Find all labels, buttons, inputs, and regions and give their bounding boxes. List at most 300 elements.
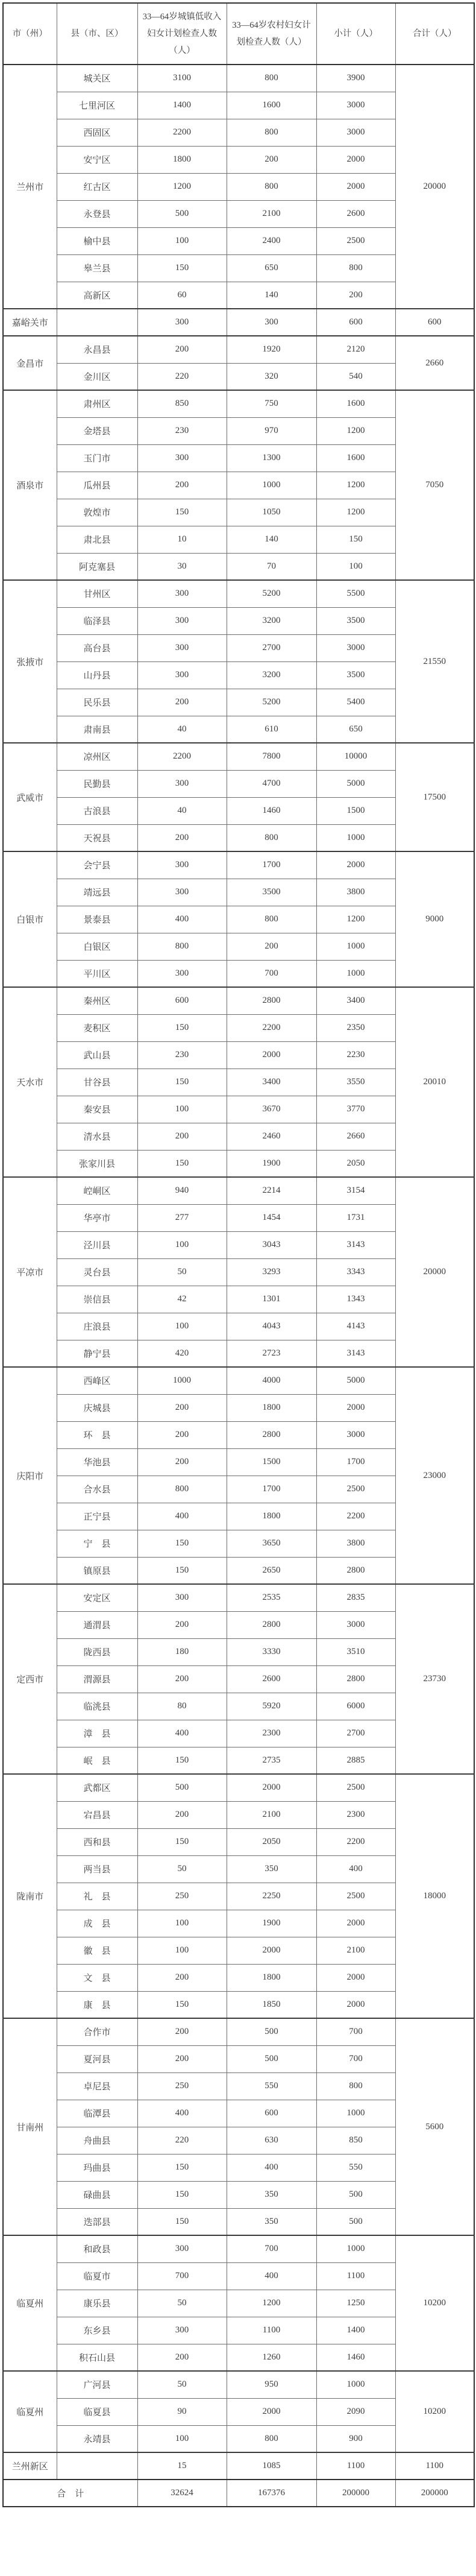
- city-cell: 定西市: [3, 1584, 57, 1774]
- subtotal-cell: 3143: [316, 1231, 395, 1258]
- rural-count-cell: 200: [227, 933, 316, 960]
- subtotal-cell: 3000: [316, 1611, 395, 1638]
- rural-count-cell: 400: [227, 2154, 316, 2181]
- rural-count-cell: 1800: [227, 1964, 316, 1991]
- subtotal-cell: 3000: [316, 92, 395, 119]
- table-row: [3, 1584, 474, 1611]
- city-total-cell: 1100: [395, 2452, 474, 2480]
- rural-count-cell: 2800: [227, 987, 316, 1014]
- county-cell: 七里河区: [57, 92, 137, 119]
- county-cell: 古浪县: [57, 797, 137, 824]
- urban-count-cell: 200: [137, 1394, 227, 1421]
- subtotal-cell: 5000: [316, 770, 395, 797]
- urban-count-cell: 150: [137, 499, 227, 526]
- subtotal-cell: 2050: [316, 1150, 395, 1177]
- subtotal-cell: 1100: [316, 2262, 395, 2290]
- rural-count-cell: 7800: [227, 743, 316, 770]
- rural-count-cell: 800: [227, 65, 316, 92]
- county-cell: 迭部县: [57, 2208, 137, 2235]
- urban-count-cell: 300: [137, 661, 227, 689]
- rural-count-cell: 950: [227, 2371, 316, 2398]
- subtotal-cell: 2120: [316, 336, 395, 363]
- rural-count-cell: 2000: [227, 1041, 316, 1069]
- subtotal-cell: 540: [316, 363, 395, 390]
- rural-count-cell: 2800: [227, 1611, 316, 1638]
- county-cell: 秦安县: [57, 1096, 137, 1123]
- subtotal-cell: 3550: [316, 1069, 395, 1096]
- city-cell: 兰州新区: [3, 2452, 57, 2480]
- subtotal-cell: 1343: [316, 1286, 395, 1313]
- subtotal-cell: 3500: [316, 661, 395, 689]
- urban-count-cell: 100: [137, 1910, 227, 1937]
- table-row: [3, 2235, 474, 2262]
- urban-count-cell: 230: [137, 417, 227, 444]
- subtotal-cell: 1600: [316, 444, 395, 472]
- subtotal-cell: 2500: [316, 1476, 395, 1503]
- county-cell: 敦煌市: [57, 499, 137, 526]
- rural-count-cell: 550: [227, 2072, 316, 2100]
- table-row: [3, 2018, 474, 2045]
- city-total-cell: 17500: [395, 743, 474, 851]
- county-cell: 永靖县: [57, 2425, 137, 2452]
- county-cell: 灵台县: [57, 1258, 137, 1286]
- rural-count-cell: 2800: [227, 1421, 316, 1448]
- rural-count-cell: 2700: [227, 634, 316, 661]
- urban-count-cell: 200: [137, 472, 227, 499]
- subtotal-cell: 1000: [316, 933, 395, 960]
- county-cell: 秦州区: [57, 987, 137, 1014]
- city-total-cell: 23000: [395, 1367, 474, 1584]
- urban-count-cell: 200: [137, 2344, 227, 2371]
- urban-count-cell: 200: [137, 1964, 227, 1991]
- urban-count-cell: 300: [137, 960, 227, 987]
- subtotal-cell: 2600: [316, 200, 395, 227]
- county-cell: 红古区: [57, 173, 137, 200]
- urban-count-cell: 50: [137, 2371, 227, 2398]
- urban-count-cell: 800: [137, 1476, 227, 1503]
- subtotal-cell: 2500: [316, 1883, 395, 1910]
- table-row: [3, 743, 474, 770]
- city-total-cell: 10200: [395, 2371, 474, 2452]
- subtotal-cell: 1000: [316, 2371, 395, 2398]
- subtotal-cell: 1200: [316, 906, 395, 933]
- grand-total-subtotal-cell: 200000: [316, 2480, 395, 2507]
- subtotal-cell: 200: [316, 282, 395, 309]
- subtotal-cell: 3000: [316, 634, 395, 661]
- county-cell: 西峰区: [57, 1367, 137, 1394]
- county-cell: 永昌县: [57, 336, 137, 363]
- subtotal-cell: 2500: [316, 227, 395, 254]
- rural-count-cell: 3330: [227, 1638, 316, 1665]
- county-cell: 东乡县: [57, 2317, 137, 2344]
- urban-count-cell: 180: [137, 1638, 227, 1665]
- subtotal-cell: 2090: [316, 2398, 395, 2425]
- urban-count-cell: 850: [137, 390, 227, 417]
- urban-count-cell: 50: [137, 2290, 227, 2317]
- table-row: [3, 2452, 474, 2480]
- county-cell: 永登县: [57, 200, 137, 227]
- urban-count-cell: 100: [137, 1096, 227, 1123]
- urban-count-cell: 250: [137, 1883, 227, 1910]
- rural-count-cell: 3200: [227, 661, 316, 689]
- county-cell: 肃州区: [57, 390, 137, 417]
- urban-count-cell: 400: [137, 906, 227, 933]
- subtotal-cell: 1731: [316, 1204, 395, 1231]
- subtotal-cell: 2835: [316, 1584, 395, 1611]
- header-total: 合计（人）: [395, 3, 474, 65]
- rural-count-cell: 700: [227, 960, 316, 987]
- county-cell: 西和县: [57, 1828, 137, 1855]
- subtotal-cell: 500: [316, 2208, 395, 2235]
- county-cell: 宕昌县: [57, 1801, 137, 1828]
- subtotal-cell: 3154: [316, 1177, 395, 1204]
- subtotal-cell: 1000: [316, 824, 395, 851]
- county-cell: 皋兰县: [57, 254, 137, 282]
- grand-total-rural-cell: 167376: [227, 2480, 316, 2507]
- urban-count-cell: 1800: [137, 146, 227, 173]
- table-row: [3, 309, 474, 336]
- urban-count-cell: 277: [137, 1204, 227, 1231]
- county-cell: 两当县: [57, 1855, 137, 1883]
- city-cell: 金昌市: [3, 336, 57, 390]
- county-cell: 安宁区: [57, 146, 137, 173]
- county-cell: 徽 县: [57, 1937, 137, 1964]
- subtotal-cell: 1000: [316, 960, 395, 987]
- rural-count-cell: 140: [227, 526, 316, 553]
- subtotal-cell: 3400: [316, 987, 395, 1014]
- city-cell: 临夏州: [3, 2371, 57, 2452]
- rural-count-cell: 1085: [227, 2452, 316, 2480]
- rural-count-cell: 1100: [227, 2317, 316, 2344]
- rural-count-cell: 2535: [227, 1584, 316, 1611]
- county-cell: 文 县: [57, 1964, 137, 1991]
- table-row: [3, 390, 474, 417]
- table-row: [3, 851, 474, 879]
- rural-count-cell: 2000: [227, 1774, 316, 1801]
- county-cell: 镇原县: [57, 1557, 137, 1584]
- county-cell: 静宁县: [57, 1340, 137, 1367]
- subtotal-cell: 1400: [316, 2317, 395, 2344]
- urban-count-cell: 10: [137, 526, 227, 553]
- rural-count-cell: 3293: [227, 1258, 316, 1286]
- urban-count-cell: 100: [137, 2425, 227, 2452]
- subtotal-cell: 3900: [316, 65, 395, 92]
- city-cell: 兰州市: [3, 65, 57, 309]
- county-cell: 岷 县: [57, 1747, 137, 1774]
- county-cell: 武都区: [57, 1774, 137, 1801]
- rural-count-cell: 140: [227, 282, 316, 309]
- county-cell: 舟曲县: [57, 2127, 137, 2154]
- rural-count-cell: 970: [227, 417, 316, 444]
- county-cell: 康 县: [57, 1991, 137, 2018]
- rural-count-cell: 800: [227, 824, 316, 851]
- city-cell: 庆阳市: [3, 1367, 57, 1584]
- subtotal-cell: 3143: [316, 1340, 395, 1367]
- table-row: [3, 987, 474, 1014]
- county-cell: 华亭市: [57, 1204, 137, 1231]
- rural-count-cell: 1600: [227, 92, 316, 119]
- rural-count-cell: 1460: [227, 797, 316, 824]
- urban-count-cell: 800: [137, 933, 227, 960]
- urban-count-cell: 250: [137, 2072, 227, 2100]
- urban-count-cell: 300: [137, 444, 227, 472]
- urban-count-cell: 200: [137, 2045, 227, 2072]
- county-cell: 积石山县: [57, 2344, 137, 2371]
- city-cell: 天水市: [3, 987, 57, 1177]
- county-cell: 西固区: [57, 119, 137, 146]
- subtotal-cell: 2000: [316, 1394, 395, 1421]
- city-cell: 酒泉市: [3, 390, 57, 580]
- subtotal-cell: 3770: [316, 1096, 395, 1123]
- subtotal-cell: 100: [316, 553, 395, 580]
- subtotal-cell: 1200: [316, 417, 395, 444]
- rural-count-cell: 1000: [227, 472, 316, 499]
- urban-count-cell: 200: [137, 1611, 227, 1638]
- rural-count-cell: 2200: [227, 1014, 316, 1041]
- county-cell: [57, 2452, 137, 2480]
- city-total-cell: 20010: [395, 987, 474, 1177]
- city-total-cell: 7050: [395, 390, 474, 580]
- county-cell: 城关区: [57, 65, 137, 92]
- table-row: [3, 580, 474, 607]
- urban-count-cell: 200: [137, 2018, 227, 2045]
- urban-count-cell: 300: [137, 634, 227, 661]
- rural-count-cell: 800: [227, 2425, 316, 2452]
- rural-count-cell: 700: [227, 2235, 316, 2262]
- urban-count-cell: 2200: [137, 119, 227, 146]
- county-cell: 合水县: [57, 1476, 137, 1503]
- county-cell: 民勤县: [57, 770, 137, 797]
- rural-count-cell: 800: [227, 119, 316, 146]
- subtotal-cell: 2660: [316, 1123, 395, 1150]
- county-cell: 玛曲县: [57, 2154, 137, 2181]
- urban-count-cell: 300: [137, 2317, 227, 2344]
- county-cell: 民乐县: [57, 689, 137, 716]
- subtotal-cell: 700: [316, 2018, 395, 2045]
- subtotal-cell: 2800: [316, 1665, 395, 1693]
- subtotal-cell: 2000: [316, 1910, 395, 1937]
- subtotal-cell: 5400: [316, 689, 395, 716]
- rural-count-cell: 600: [227, 2100, 316, 2127]
- header-city: 市（州）: [3, 3, 57, 65]
- county-cell: 阿克塞县: [57, 553, 137, 580]
- urban-count-cell: 300: [137, 1584, 227, 1611]
- table-row: [3, 1177, 474, 1204]
- rural-count-cell: 1920: [227, 336, 316, 363]
- urban-count-cell: 50: [137, 1258, 227, 1286]
- county-cell: 临泽县: [57, 607, 137, 634]
- table-header: [3, 3, 474, 65]
- rural-count-cell: 750: [227, 390, 316, 417]
- header-urban-count: 33—64岁城镇低收入妇女计划检查人数（人）: [137, 3, 227, 65]
- county-cell: 广河县: [57, 2371, 137, 2398]
- rural-count-cell: 1300: [227, 444, 316, 472]
- rural-count-cell: 4700: [227, 770, 316, 797]
- subtotal-cell: 3000: [316, 1421, 395, 1448]
- urban-count-cell: 1000: [137, 1367, 227, 1394]
- subtotal-cell: 1200: [316, 499, 395, 526]
- urban-count-cell: 200: [137, 689, 227, 716]
- county-cell: 瓜州县: [57, 472, 137, 499]
- subtotal-cell: 2100: [316, 1937, 395, 1964]
- urban-count-cell: 100: [137, 227, 227, 254]
- county-cell: 康乐县: [57, 2290, 137, 2317]
- subtotal-cell: 3800: [316, 1530, 395, 1557]
- subtotal-cell: 1600: [316, 390, 395, 417]
- rural-count-cell: 800: [227, 173, 316, 200]
- urban-count-cell: 300: [137, 851, 227, 879]
- urban-count-cell: 1200: [137, 173, 227, 200]
- subtotal-cell: 900: [316, 2425, 395, 2452]
- county-cell: [57, 309, 137, 336]
- rural-count-cell: 350: [227, 1855, 316, 1883]
- subtotal-cell: 2000: [316, 173, 395, 200]
- urban-count-cell: 700: [137, 2262, 227, 2290]
- table-body: [3, 65, 474, 2507]
- rural-count-cell: 2250: [227, 1883, 316, 1910]
- rural-count-cell: 1700: [227, 851, 316, 879]
- rural-count-cell: 2400: [227, 227, 316, 254]
- urban-count-cell: 200: [137, 1421, 227, 1448]
- rural-count-cell: 1900: [227, 1150, 316, 1177]
- urban-count-cell: 3100: [137, 65, 227, 92]
- urban-count-cell: 150: [137, 1557, 227, 1584]
- urban-count-cell: 60: [137, 282, 227, 309]
- city-total-cell: 5600: [395, 2018, 474, 2235]
- county-cell: 庄浪县: [57, 1313, 137, 1340]
- rural-count-cell: 320: [227, 363, 316, 390]
- screening-allocation-table: [2, 2, 475, 2507]
- county-cell: 漳 县: [57, 1720, 137, 1747]
- subtotal-cell: 400: [316, 1855, 395, 1883]
- urban-count-cell: 300: [137, 580, 227, 607]
- urban-count-cell: 42: [137, 1286, 227, 1313]
- city-total-cell: 21550: [395, 580, 474, 743]
- rural-count-cell: 2000: [227, 1937, 316, 1964]
- subtotal-cell: 2350: [316, 1014, 395, 1041]
- city-total-cell: 10200: [395, 2235, 474, 2371]
- subtotal-cell: 2500: [316, 1774, 395, 1801]
- grand-total-cell: 200000: [395, 2480, 474, 2507]
- subtotal-cell: 150: [316, 526, 395, 553]
- subtotal-cell: 2800: [316, 1557, 395, 1584]
- subtotal-cell: 1500: [316, 797, 395, 824]
- city-cell: 甘南州: [3, 2018, 57, 2235]
- city-total-cell: 20000: [395, 1177, 474, 1367]
- city-cell: 平凉市: [3, 1177, 57, 1367]
- county-cell: 卓尼县: [57, 2072, 137, 2100]
- urban-count-cell: 300: [137, 770, 227, 797]
- county-cell: 临洮县: [57, 1693, 137, 1720]
- rural-count-cell: 300: [227, 309, 316, 336]
- table-row: [3, 1367, 474, 1394]
- subtotal-cell: 550: [316, 2154, 395, 2181]
- city-total-cell: 20000: [395, 65, 474, 309]
- city-total-cell: 2660: [395, 336, 474, 390]
- county-cell: 肃北县: [57, 526, 137, 553]
- subtotal-cell: 3800: [316, 879, 395, 906]
- subtotal-cell: 800: [316, 254, 395, 282]
- subtotal-cell: 1460: [316, 2344, 395, 2371]
- rural-count-cell: 1800: [227, 1394, 316, 1421]
- county-cell: 华池县: [57, 1448, 137, 1476]
- urban-count-cell: 500: [137, 200, 227, 227]
- county-cell: 临夏县: [57, 2398, 137, 2425]
- county-cell: 通渭县: [57, 1611, 137, 1638]
- rural-count-cell: 2460: [227, 1123, 316, 1150]
- rural-count-cell: 400: [227, 2262, 316, 2290]
- city-total-cell: 600: [395, 309, 474, 336]
- rural-count-cell: 2735: [227, 1747, 316, 1774]
- urban-count-cell: 400: [137, 1720, 227, 1747]
- urban-count-cell: 15: [137, 2452, 227, 2480]
- urban-count-cell: 230: [137, 1041, 227, 1069]
- county-cell: 景泰县: [57, 906, 137, 933]
- county-cell: 甘州区: [57, 580, 137, 607]
- urban-count-cell: 500: [137, 1774, 227, 1801]
- urban-count-cell: 200: [137, 1448, 227, 1476]
- rural-count-cell: 4043: [227, 1313, 316, 1340]
- urban-count-cell: 300: [137, 879, 227, 906]
- county-cell: 礼 县: [57, 1883, 137, 1910]
- county-cell: 高新区: [57, 282, 137, 309]
- rural-count-cell: 1260: [227, 2344, 316, 2371]
- rural-count-cell: 1200: [227, 2290, 316, 2317]
- urban-count-cell: 200: [137, 824, 227, 851]
- county-cell: 平川区: [57, 960, 137, 987]
- urban-count-cell: 200: [137, 1123, 227, 1150]
- urban-count-cell: 90: [137, 2398, 227, 2425]
- rural-count-cell: 650: [227, 254, 316, 282]
- rural-count-cell: 2214: [227, 1177, 316, 1204]
- rural-count-cell: 1800: [227, 1503, 316, 1530]
- county-cell: 金川区: [57, 363, 137, 390]
- subtotal-cell: 3000: [316, 119, 395, 146]
- urban-count-cell: 300: [137, 607, 227, 634]
- subtotal-cell: 1700: [316, 1448, 395, 1476]
- urban-count-cell: 150: [137, 2208, 227, 2235]
- rural-count-cell: 1700: [227, 1476, 316, 1503]
- header-rural-count: 33—64岁农村妇女计划检查人数（人）: [227, 3, 316, 65]
- county-cell: 合作市: [57, 2018, 137, 2045]
- urban-count-cell: 220: [137, 363, 227, 390]
- urban-count-cell: 150: [137, 1747, 227, 1774]
- urban-count-cell: 150: [137, 1530, 227, 1557]
- county-cell: 山丹县: [57, 661, 137, 689]
- urban-count-cell: 150: [137, 254, 227, 282]
- rural-count-cell: 5920: [227, 1693, 316, 1720]
- county-cell: 张家川县: [57, 1150, 137, 1177]
- county-cell: 金塔县: [57, 417, 137, 444]
- urban-count-cell: 200: [137, 1801, 227, 1828]
- subtotal-cell: 5000: [316, 1367, 395, 1394]
- county-cell: 肃南县: [57, 716, 137, 743]
- rural-count-cell: 350: [227, 2181, 316, 2208]
- county-cell: 和政县: [57, 2235, 137, 2262]
- rural-count-cell: 2000: [227, 2398, 316, 2425]
- subtotal-cell: 2700: [316, 1720, 395, 1747]
- city-cell: 陇南市: [3, 1774, 57, 2018]
- subtotal-cell: 1000: [316, 2100, 395, 2127]
- county-cell: 碌曲县: [57, 2181, 137, 2208]
- rural-count-cell: 2100: [227, 1801, 316, 1828]
- rural-count-cell: 3670: [227, 1096, 316, 1123]
- rural-count-cell: 500: [227, 2018, 316, 2045]
- county-cell: 武山县: [57, 1041, 137, 1069]
- urban-count-cell: 100: [137, 1231, 227, 1258]
- county-cell: 安定区: [57, 1584, 137, 1611]
- rural-count-cell: 350: [227, 2208, 316, 2235]
